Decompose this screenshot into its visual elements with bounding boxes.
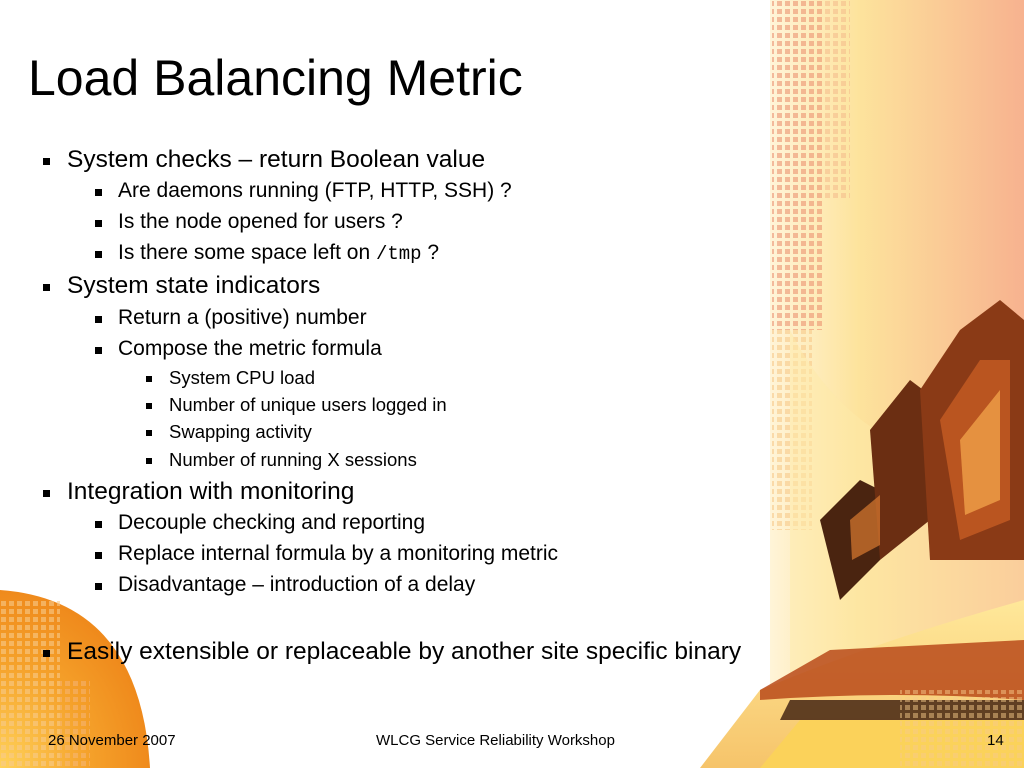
- bullet-marker: [95, 220, 102, 227]
- bullet-x-sessions: Number of running X sessions: [169, 449, 417, 470]
- space-left-suffix: ?: [421, 241, 440, 264]
- space-left-text: Is there some space left on: [118, 241, 376, 264]
- bullet-replace-formula: Replace internal formula by a monitoring metric: [118, 542, 559, 565]
- footer-date: 26 November 2007: [48, 732, 176, 749]
- bullet-compose-formula: Compose the metric formula: [118, 337, 382, 360]
- bullet-marker: [43, 284, 50, 291]
- bullet-node-opened: Is the node opened for users ?: [118, 210, 403, 233]
- bullet-system-state-indicators: System state indicators: [67, 272, 321, 299]
- bullet-marker: [95, 316, 102, 323]
- bullet-marker: [95, 189, 102, 196]
- bullet-decouple: Decouple checking and reporting: [118, 511, 426, 534]
- slide-title: Load Balancing Metric: [28, 50, 523, 106]
- bullet-extensible: Easily extensible or replaceable by another site specific binary: [67, 638, 742, 665]
- bullet-marker: [146, 458, 152, 464]
- bullet-marker: [146, 430, 152, 436]
- bullet-swapping: Swapping activity: [169, 421, 312, 442]
- bullet-marker: [95, 583, 102, 590]
- bullet-marker: [43, 650, 50, 657]
- bullet-space-left: [118, 241, 439, 265]
- bullet-marker: [95, 521, 102, 528]
- bullet-return-number: Return a (positive) number: [118, 306, 367, 329]
- bullet-marker: [146, 376, 152, 382]
- bullet-marker: [95, 347, 102, 354]
- bullet-disadvantage: Disadvantage – introduction of a delay: [118, 573, 476, 596]
- bullet-marker: [146, 403, 152, 409]
- bullet-cpu-load: System CPU load: [169, 367, 315, 388]
- footer-page-number: 14: [987, 732, 1004, 749]
- bullet-system-checks: System checks – return Boolean value: [67, 146, 486, 173]
- tmp-path-code: /tmp: [375, 243, 422, 265]
- bullet-daemons-running: Are daemons running (FTP, HTTP, SSH) ?: [118, 179, 512, 202]
- bullet-marker: [43, 490, 50, 497]
- footer-event: WLCG Service Reliability Workshop: [376, 732, 615, 749]
- bullet-marker: [43, 158, 50, 165]
- bullet-marker: [95, 552, 102, 559]
- bullet-unique-users: Number of unique users logged in: [169, 394, 447, 415]
- bullet-integration-monitoring: Integration with monitoring: [67, 478, 355, 505]
- bullet-marker: [95, 251, 102, 258]
